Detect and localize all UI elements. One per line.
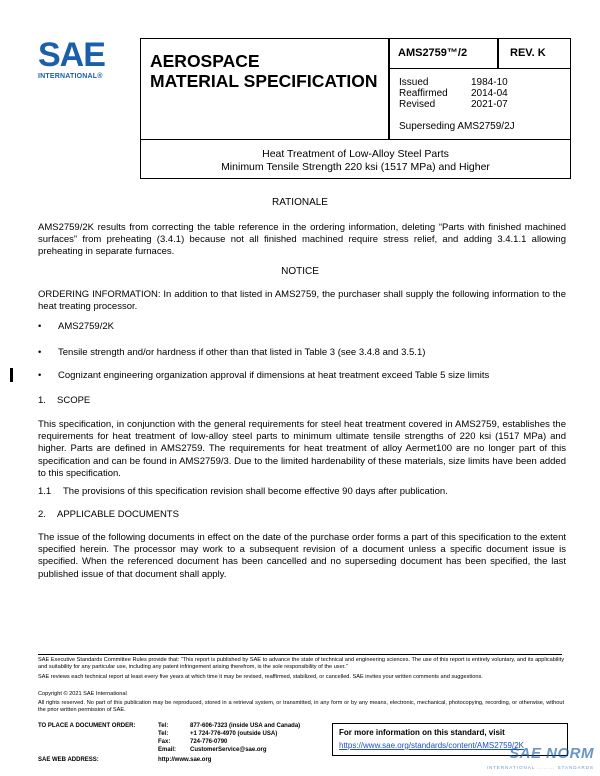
dates-box: [389, 68, 571, 140]
bullet-dot: •: [38, 347, 42, 358]
applicable-title: APPLICABLE DOCUMENTS: [57, 509, 179, 520]
title-line-2: MATERIAL SPECIFICATION: [150, 71, 378, 91]
footer-rule: [38, 654, 562, 655]
revision: REV. K: [510, 47, 546, 59]
web-label: SAE WEB ADDRESS:: [38, 757, 99, 763]
subject-line-1: Heat Treatment of Low-Alloy Steel Parts: [262, 148, 449, 160]
revised-label: Revised: [399, 99, 436, 110]
logo-subtitle: INTERNATIONAL®: [38, 73, 103, 80]
bullet-dot: •: [38, 321, 42, 332]
title-box: [140, 38, 389, 140]
scope-number: 1.: [38, 395, 46, 406]
scope-title: SCOPE: [57, 395, 91, 406]
revision-box: [498, 38, 571, 69]
rationale-heading: RATIONALE: [272, 197, 328, 208]
doc-number-box: [389, 38, 498, 69]
fax-label: Fax:: [158, 739, 171, 745]
order-label: TO PLACE A DOCUMENT ORDER:: [38, 723, 136, 729]
bullet-text-2: Tensile strength and/or hardness if other than that listed in Table 3 (see 3.4.8 and 3.5.1): [58, 347, 426, 358]
info-title: For more information on this standard, visit: [339, 728, 505, 737]
rationale-text: AMS2759/2K results from correcting the table reference in the ordering information, deleting “Parts with finished machined surfaces” from preheating (3.4.1) because not all finished machined require stress relief, and adding 3.4.1.1 allowing preheating in separate furnaces.: [38, 222, 566, 258]
standard-link[interactable]: https://www.sae.org/standards/content/AMS2759/2K: [339, 741, 524, 750]
title-line-1: AEROSPACE: [150, 51, 260, 71]
notice-heading: NOTICE: [281, 266, 319, 277]
fax-value: 724-776-0790: [190, 739, 228, 745]
email-label: Email:: [158, 747, 177, 753]
bullet-dot: •: [38, 370, 42, 381]
web-value[interactable]: http://www.sae.org: [158, 757, 212, 763]
tel2-label: Tel:: [158, 731, 169, 737]
applicable-text: The issue of the following documents in effect on the date of the purchase order forms a part of this specification to the extent specified herein. The processor may work to a subsequent revision of a document unless a specific document issue is specified. When the referenced document has been cancelled and no superseding document has been specified, the last published issue of that document shall apply.: [38, 532, 566, 580]
review-text: SAE reviews each technical report at least every five years at which time it may be revised, reaffirmed, stabilized, or cancelled. SAE invites your written comments and suggestions.: [38, 674, 483, 680]
reaffirmed-value: 2014-04: [471, 88, 508, 99]
change-bar: [10, 368, 13, 382]
issued-label: Issued: [399, 77, 429, 88]
subject-line-2: Minimum Tensile Strength 220 ksi (1517 MPa) and Higher: [221, 161, 490, 173]
tel2-value[interactable]: +1 724-776-4970 (outside USA): [190, 731, 278, 737]
issued-value: 1984-10: [471, 77, 508, 88]
superseding: Superseding AMS2759/2J: [399, 121, 515, 132]
email-value[interactable]: CustomerService@sae.org: [190, 747, 267, 753]
copyright: Copyright © 2021 SAE International: [38, 691, 127, 697]
scope-text: This specification, in conjunction with the general requirements for steel heat treatment covered in AMS2759, establishes the requirements for heat treatment of low-alloy steel parts to minimum ultimate tensile strengths of 220 ksi (1517 MPa) and higher. Parts are defined in AMS2759. The requirements for heat treatment of alloy Aermet100 are no longer part of this specification and can be found in AMS2759/3. Due to the limited hardenability of these materials, size limits have been added to this specification.: [38, 419, 566, 479]
subsection-text: The provisions of this specification revision shall become effective 90 days after publication.: [63, 486, 448, 497]
subject-box: [140, 139, 571, 179]
rules-text: SAE Executive Standards Committee Rules provide that: “This report is published by SAE to advance the state of technical and engineering sciences. The use of this report is entirely voluntary, and its applicability and suitability for any particular use, including any patent infringement arising therefrom, is the sole responsibility of the user.”: [38, 657, 564, 671]
reaffirmed-label: Reaffirmed: [399, 88, 448, 99]
revised-value: 2021-07: [471, 99, 508, 110]
subsection-number: 1.1: [38, 486, 52, 497]
tel-label: Tel:: [158, 723, 169, 729]
tel-value[interactable]: 877-606-7323 (inside USA and Canada): [190, 723, 301, 729]
sae-logo: [38, 38, 122, 80]
bullet-text-3: Cognizant engineering organization approval if dimensions at heat treatment exceed Table 5 size limits: [58, 370, 490, 381]
applicable-number: 2.: [38, 509, 46, 520]
logo-letters: SAE: [38, 36, 105, 74]
bullet-text-1: AMS2759/2K: [58, 321, 114, 332]
watermark-subtitle: INTERNATIONAL ........ STANDARDS: [486, 765, 594, 770]
rights-text: All rights reserved. No part of this publication may be reproduced, stored in a retrieval system, or transmitted, in any form or by any means, electronic, mechanical, photocopying, recording, or otherwise, without the prior written permission of SAE.: [38, 700, 564, 714]
doc-number: AMS2759™/2: [398, 47, 468, 59]
document-title: [150, 51, 378, 91]
notice-text: ORDERING INFORMATION: In addition to that listed in AMS2759, the purchaser shall supply the following information to the heat treating processor.: [38, 289, 566, 313]
watermark: SAE NORM: [509, 745, 594, 762]
